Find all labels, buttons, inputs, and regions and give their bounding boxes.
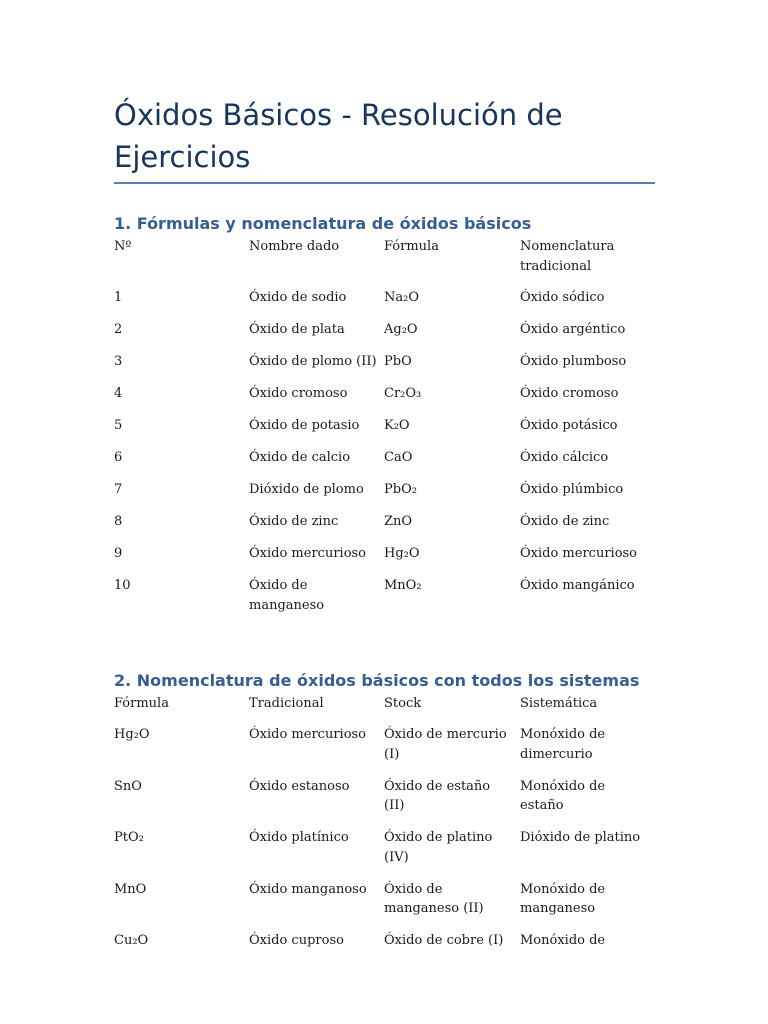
cell-traditional: Óxido mercurioso <box>520 546 638 561</box>
table-row <box>114 352 655 384</box>
cell-traditional: Óxido platínico <box>249 830 349 845</box>
cell-given-name: Óxido de zinc <box>249 514 339 529</box>
cell-number: 6 <box>114 450 123 465</box>
cell-formula: MnO <box>114 881 147 897</box>
section-1-heading: 1. Fórmulas y nomenclatura de óxidos básicos <box>114 214 532 233</box>
page-title: Óxidos Básicos - Resolución de Ejercicios <box>114 0 655 184</box>
cell-number: 9 <box>114 546 123 561</box>
cell-given-name: Óxido de potasio <box>249 418 360 433</box>
cell-given-name: Dióxido de plomo <box>249 482 364 497</box>
cell-stock: Óxido de mercurio (I) <box>384 727 507 762</box>
cell-traditional: Óxido cromoso <box>520 386 619 401</box>
column-header-traditional: Nomenclatura tradicional <box>520 239 615 274</box>
table-row <box>114 384 655 416</box>
cell-traditional: Óxido manganoso <box>249 881 367 897</box>
cell-given-name: Óxido de calcio <box>249 450 351 465</box>
cell-formula: Hg₂O <box>114 727 150 742</box>
table-row <box>114 288 655 320</box>
cell-formula: CaO <box>384 450 413 465</box>
table-row <box>114 880 655 932</box>
column-header-number: Nº <box>114 239 132 254</box>
cell-stock: Óxido de estaño (II) <box>384 778 491 813</box>
cell-formula: ZnO <box>384 514 413 529</box>
column-header-formula: Fórmula <box>114 695 169 711</box>
table-header-row <box>114 237 655 288</box>
cell-traditional: Óxido mercurioso <box>249 727 367 742</box>
column-header-formula: Fórmula <box>384 239 439 254</box>
cell-traditional: Óxido sódico <box>520 290 605 305</box>
cell-systematic: Monóxido de estaño <box>520 778 606 813</box>
cell-formula: PbO₂ <box>384 482 417 497</box>
column-header-given-name: Nombre dado <box>249 239 340 254</box>
cell-traditional: Óxido plúmbico <box>520 482 624 497</box>
cell-number: 10 <box>114 578 131 593</box>
cell-stock: Óxido de manganeso (II) <box>384 881 484 916</box>
cell-given-name: Óxido de sodio <box>249 290 347 305</box>
cell-traditional: Óxido mangánico <box>520 578 635 593</box>
cell-formula: Cr₂O₃ <box>384 386 422 401</box>
cell-number: 7 <box>114 482 123 497</box>
table-row <box>114 828 655 880</box>
cell-number: 1 <box>114 290 123 305</box>
table-row <box>114 480 655 512</box>
table-row <box>114 931 655 963</box>
column-header-traditional: Tradicional <box>249 695 324 711</box>
table-row <box>114 725 655 777</box>
cell-systematic: Monóxido de <box>520 933 606 948</box>
cell-systematic: Monóxido de dimercurio <box>520 727 606 762</box>
table-row <box>114 448 655 480</box>
cell-stock: Óxido de cobre (I) <box>384 933 504 948</box>
cell-number: 2 <box>114 322 123 337</box>
cell-traditional: Óxido potásico <box>520 418 618 433</box>
cell-systematic: Dióxido de platino <box>520 830 641 845</box>
cell-number: 5 <box>114 418 123 433</box>
cell-traditional: Óxido estanoso <box>249 778 350 794</box>
cell-formula: PtO₂ <box>114 830 144 845</box>
cell-given-name: Óxido de plata <box>249 322 345 337</box>
cell-systematic: Monóxido de manganeso <box>520 881 606 916</box>
cell-number: 4 <box>114 386 123 401</box>
cell-traditional: Óxido cuproso <box>249 933 344 948</box>
table-row <box>114 416 655 448</box>
document-page <box>114 0 655 963</box>
cell-formula: Cu₂O <box>114 933 149 948</box>
cell-traditional: Óxido plumboso <box>520 354 627 369</box>
table-row <box>114 320 655 352</box>
cell-given-name: Óxido de manganeso <box>249 578 325 613</box>
cell-formula: K₂O <box>384 418 410 433</box>
cell-given-name: Óxido mercurioso <box>249 546 367 561</box>
cell-formula: Hg₂O <box>384 546 420 561</box>
section-2-heading: 2. Nomenclatura de óxidos básicos con todos los sistemas <box>114 670 640 690</box>
cell-traditional: Óxido cálcico <box>520 450 609 465</box>
cell-given-name: Óxido cromoso <box>249 386 348 401</box>
cell-formula: MnO₂ <box>384 578 422 593</box>
cell-formula: Ag₂O <box>384 322 418 337</box>
table-row <box>114 544 655 576</box>
cell-given-name: Óxido de plomo (II) <box>249 354 377 369</box>
cell-number: 3 <box>114 354 123 369</box>
column-header-systematic: Sistemática <box>520 695 598 711</box>
column-header-stock: Stock <box>384 695 422 711</box>
cell-traditional: Óxido argéntico <box>520 322 626 337</box>
cell-traditional: Óxido de zinc <box>520 514 610 529</box>
table-row <box>114 777 655 829</box>
cell-formula: PbO <box>384 354 412 369</box>
cell-stock: Óxido de platino (IV) <box>384 830 493 865</box>
table-header-row <box>114 694 655 726</box>
cell-formula: SnO <box>114 778 142 794</box>
oxides-formula-table <box>114 237 655 628</box>
cell-number: 8 <box>114 514 123 529</box>
nomenclature-systems-table <box>114 694 655 964</box>
cell-formula: Na₂O <box>384 290 419 305</box>
table-row <box>114 512 655 544</box>
table-row <box>114 576 655 628</box>
